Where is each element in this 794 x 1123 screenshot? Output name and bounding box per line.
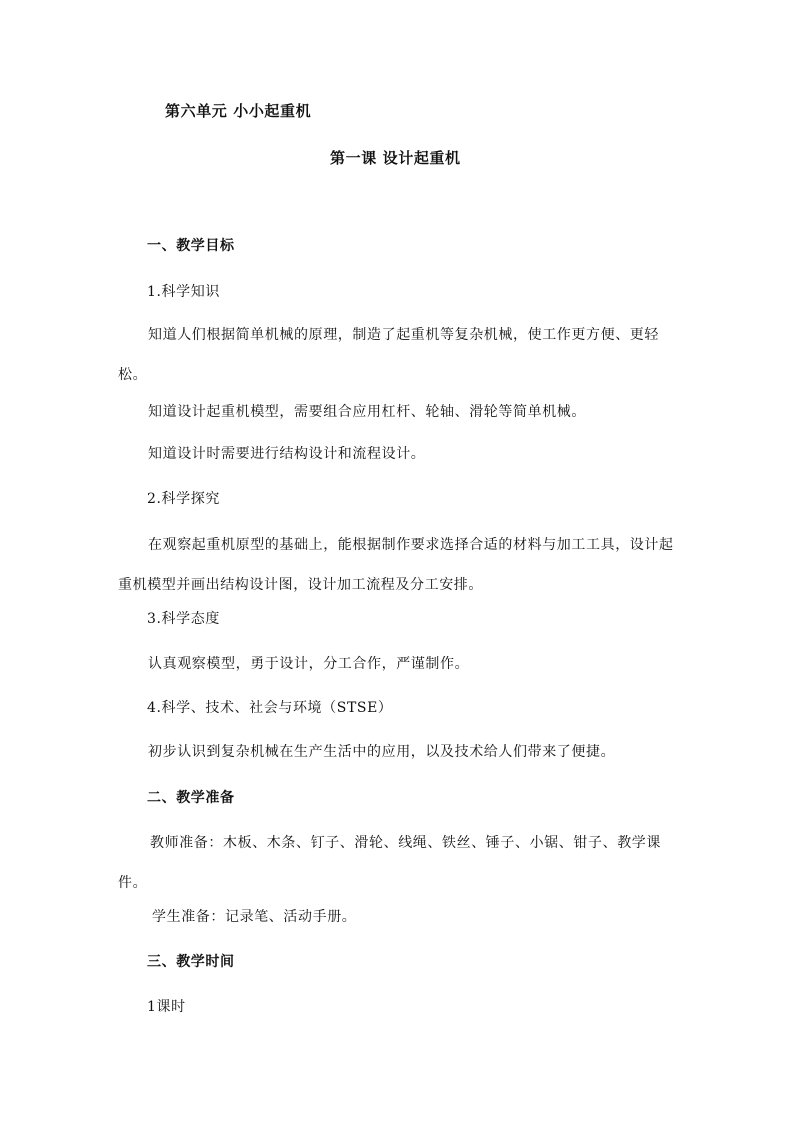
knowledge-paragraph-2: 知道设计起重机模型，需要组合应用杠杆、轮轴、滑轮等简单机械。 bbox=[148, 404, 586, 420]
student-preparation: 学生准备：记录笔、活动手册。 bbox=[152, 909, 357, 925]
inquiry-heading: 2.科学探究 bbox=[147, 491, 220, 507]
time-heading: 三、教学时间 bbox=[147, 954, 235, 970]
time-value: 1课时 bbox=[147, 999, 186, 1015]
stse-heading: 4.科学、技术、社会与环境（STSE） bbox=[147, 700, 393, 716]
inquiry-paragraph: 在观察起重机原型的基础上，能根据制作要求选择合适的材料与加工工具，设计起重机模型并画出结构设计图，设计加工流程及分工安排。 bbox=[118, 537, 674, 593]
attitude-heading: 3.科学态度 bbox=[147, 611, 220, 627]
preparation-heading: 二、教学准备 bbox=[147, 790, 235, 806]
lesson-title: 第一课 设计起重机 bbox=[330, 149, 461, 167]
knowledge-heading: 1.科学知识 bbox=[147, 284, 220, 300]
stse-paragraph: 初步认识到复杂机械在生产生活中的应用，以及技术给人们带来了便捷。 bbox=[148, 744, 616, 760]
teacher-preparation: 教师准备：木板、木条、钉子、滑轮、线绳、铁丝、锤子、小锯、钳子、教学课件。 bbox=[118, 835, 661, 891]
knowledge-paragraph-3: 知道设计时需要进行结构设计和流程设计。 bbox=[148, 446, 426, 462]
unit-title: 第六单元 小小起重机 bbox=[165, 102, 312, 120]
knowledge-paragraph-1: 知道人们根据简单机械的原理，制造了起重机等复杂机械，使工作更方便、更轻松。 bbox=[118, 327, 659, 383]
attitude-paragraph: 认真观察模型，勇于设计，分工合作，严谨制作。 bbox=[148, 656, 470, 672]
objectives-heading: 一、教学目标 bbox=[147, 238, 235, 254]
